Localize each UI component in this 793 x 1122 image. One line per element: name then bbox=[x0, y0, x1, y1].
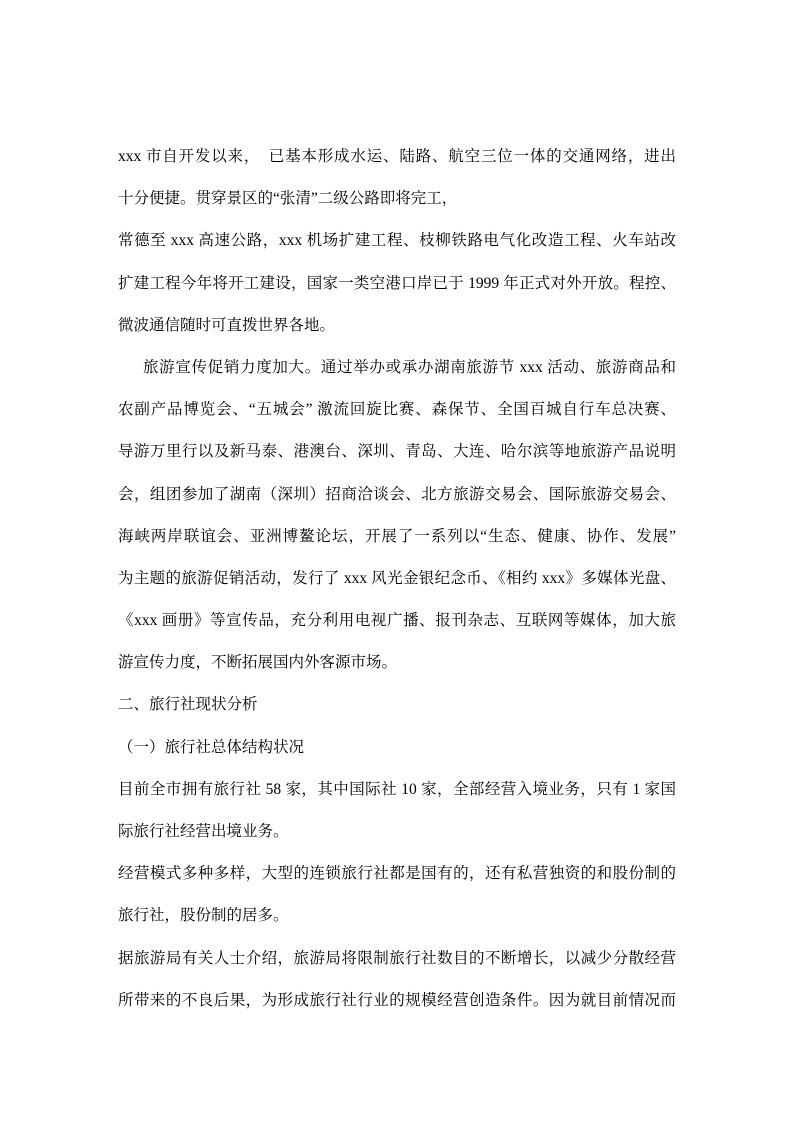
text-line: 导游万里行以及新马泰、港澳台、深圳、青岛、大连、哈尔滨等地旅游产品说明 bbox=[118, 443, 676, 461]
text-line: （一）旅行社总体结构状况 bbox=[118, 738, 305, 756]
text-line: 《xxx 画册》等宣传品，充分利用电视广播、报刊杂志、互联网等媒体，加大旅 bbox=[118, 612, 676, 630]
text-line: 经营模式多种多样，大型的连锁旅行社都是国有的，还有私营独资的和股份制的 bbox=[118, 865, 676, 883]
text-line: 会，组团参加了湖南（深圳）招商洽谈会、北方旅游交易会、国际旅游交易会、 bbox=[118, 485, 676, 503]
text-line: 所带来的不良后果，为形成旅行社行业的规模经营创造条件。因为就目前情况而 bbox=[118, 991, 676, 1009]
document-text-block bbox=[118, 136, 676, 1022]
text-line: 十分便捷。贯穿景区的“张清”二级公路即将完工， bbox=[118, 190, 458, 208]
paragraph bbox=[118, 853, 676, 937]
text-line: 据旅游局有关人士介绍，旅游局将限制旅行社数目的不断增长，以减少分散经营 bbox=[118, 949, 676, 967]
paragraph bbox=[118, 136, 676, 220]
text-line: 目前全市拥有旅行社 58 家，其中国际社 10 家，全部经营入境业务，只有 1 家国 bbox=[118, 780, 676, 798]
text-line: 扩建工程今年将开工建设，国家一类空港口岸已于 1999 年正式对外开放。程控、 bbox=[118, 274, 676, 292]
text-line: 游宣传力度，不断拓展国内外客源市场。 bbox=[118, 654, 398, 672]
paragraph bbox=[118, 769, 676, 853]
paragraph bbox=[118, 347, 676, 685]
text-line: 际旅行社经营出境业务。 bbox=[118, 823, 289, 840]
text-line: 二、旅行社现状分析 bbox=[118, 696, 258, 714]
text-line: 农副产品博览会、“五城会” 激流回旋比赛、森保节、全国百城自行车总决赛、 bbox=[118, 401, 676, 419]
paragraph bbox=[118, 727, 676, 769]
paragraph bbox=[118, 220, 676, 347]
paragraph bbox=[118, 938, 676, 1022]
text-line: 常德至 xxx 高速公路，xxx 机场扩建工程、枝柳铁路电气化改造工程、火车站改 bbox=[118, 232, 676, 250]
text-line: 海峡两岸联谊会、亚洲博鳌论坛，开展了一系列以“生态、健康、协作、发展” bbox=[118, 527, 676, 545]
text-line: xxx 市自开发以来， 已基本形成水运、陆路、航空三位一体的交通网络，进出 bbox=[118, 148, 676, 165]
text-line: 旅游宣传促销力度加大。通过举办或承办湖南旅游节 xxx 活动、旅游商品和 bbox=[143, 358, 676, 376]
text-line: 旅行社，股份制的居多。 bbox=[118, 907, 289, 925]
paragraph bbox=[118, 684, 676, 726]
text-line: 为主题的旅游促销活动，发行了 xxx 风光金银纪念币、《相约 xxx》多媒体光盘、 bbox=[118, 569, 676, 587]
text-line: 微波通信随时可直拨世界各地。 bbox=[118, 316, 336, 334]
